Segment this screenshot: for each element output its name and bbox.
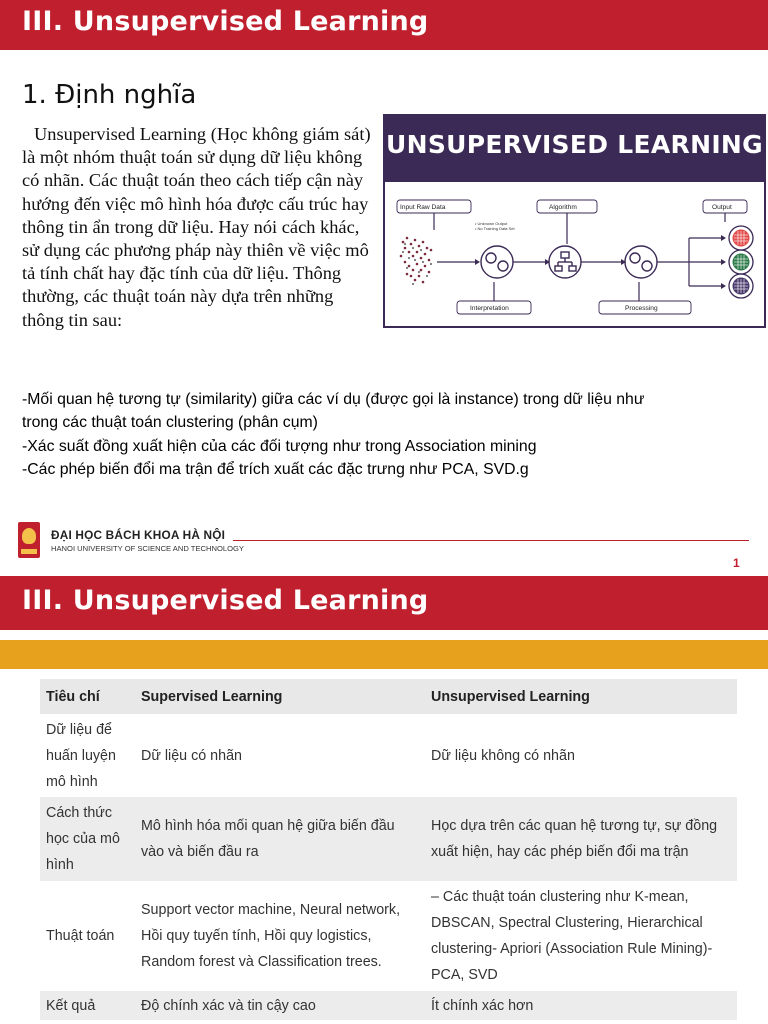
table-cell: Cách thức học của mô hình [40,797,135,881]
bullet-association: -Xác suất đồng xuất hiện của các đối tượng như trong Association mining [22,437,537,455]
definition-paragraph: Unsupervised Learning (Học không giám sát) là một nhóm thuật toán sử dụng dữ liệu không có nhãn. Các thuật toán theo cách tiếp cận này hướng đến việc mô hình hóa được cấu trúc hay thông tin ẩn trong dữ liệu. Hay nói cách khác, sử dụng các phương pháp này thiên về việc mô tả tính chất hay đặc tính của dữ liệu. Thông thường, các thuật toán này dựa trên những thông tin sau: [22,124,371,330]
input-label: Input Raw Data [400,204,446,211]
university-logo-icon [18,522,40,558]
process-diagram [385,182,764,326]
section-heading: 1. Định nghĩa [22,80,197,110]
header-unsupervised: Unsupervised Learning [425,679,737,714]
table-cell: Mô hình hóa mối quan hệ giữa biến đầu vào và biến đầu ra [135,797,425,881]
university-subtitle: HANOI UNIVERSITY OF SCIENCE AND TECHNOLOGY [51,544,244,553]
gear-icon [481,246,513,278]
table-cell: Học dựa trên các quan hệ tương tự, sự đồng xuất hiện, hay các phép biến đổi ma trận [425,797,737,881]
table-cell: Support vector machine, Neural network, Hồi quy tuyến tính, Hồi quy logistics, Random forest và Classification trees. [135,881,425,991]
table-cell: Độ chính xác và tin cậy cao [135,991,425,1020]
table-cell: Dữ liệu có nhãn [135,714,425,797]
table-row [40,991,737,1020]
bullet-list [22,388,662,481]
table-cell: Ít chính xác hơn [425,991,737,1020]
table-row [40,714,737,797]
header-criteria: Tiêu chí [40,679,135,714]
title-bar [0,576,768,630]
comparison-table [40,679,737,1020]
algorithm-label: Algorithm [549,204,577,211]
slide-title: III. Unsupervised Learning [22,6,429,37]
table-cell: – Các thuật toán clustering như K-mean, DBSCAN, Spectral Clustering, Hierarchical clustering- Apriori (Association Rule Mining)- PCA, SVD [425,881,737,991]
table-row [40,881,737,991]
table-cell: Dữ liệu để huấn luyện mô hình [40,714,135,797]
table-cell: Kết quả [40,991,135,1020]
slide-title: III. Unsupervised Learning [22,585,429,616]
illustration-header [385,116,764,182]
note-unknown-output: • Unknown Output [475,221,508,226]
table-header-row [40,679,737,714]
title-bar [0,0,768,50]
table-cell: Dữ liệu không có nhãn [425,714,737,797]
slide-2 [0,576,768,1024]
output-label: Output [712,204,732,211]
processing-label: Processing [625,305,658,312]
note-no-training: • No Training Data Set [475,226,515,231]
interpretation-label: Interpretation [470,305,509,312]
illustration-headline: UNSUPERVISED LEARNING [386,130,763,159]
gear-icon [625,246,657,278]
page-number: 1 [733,556,740,570]
footer-divider [233,540,749,541]
bullet-similarity: -Mối quan hệ tương tự (similarity) giữa các ví dụ (được gọi là instance) trong dữ liệu như trong các thuật toán clustering (phân cụm) [22,391,645,432]
bullet-matrix: -Các phép biến đổi ma trận để trích xuất các đặc trưng như PCA, SVD.g [22,460,529,478]
table-row [40,797,737,881]
header-supervised: Supervised Learning [135,679,425,714]
algorithm-node-icon [549,246,581,278]
unsupervised-learning-illustration [383,114,766,328]
table-cell: Thuật toán [40,881,135,991]
university-name: ĐẠI HỌC BÁCH KHOA HÀ NỘI [51,528,226,542]
accent-band [0,640,768,669]
